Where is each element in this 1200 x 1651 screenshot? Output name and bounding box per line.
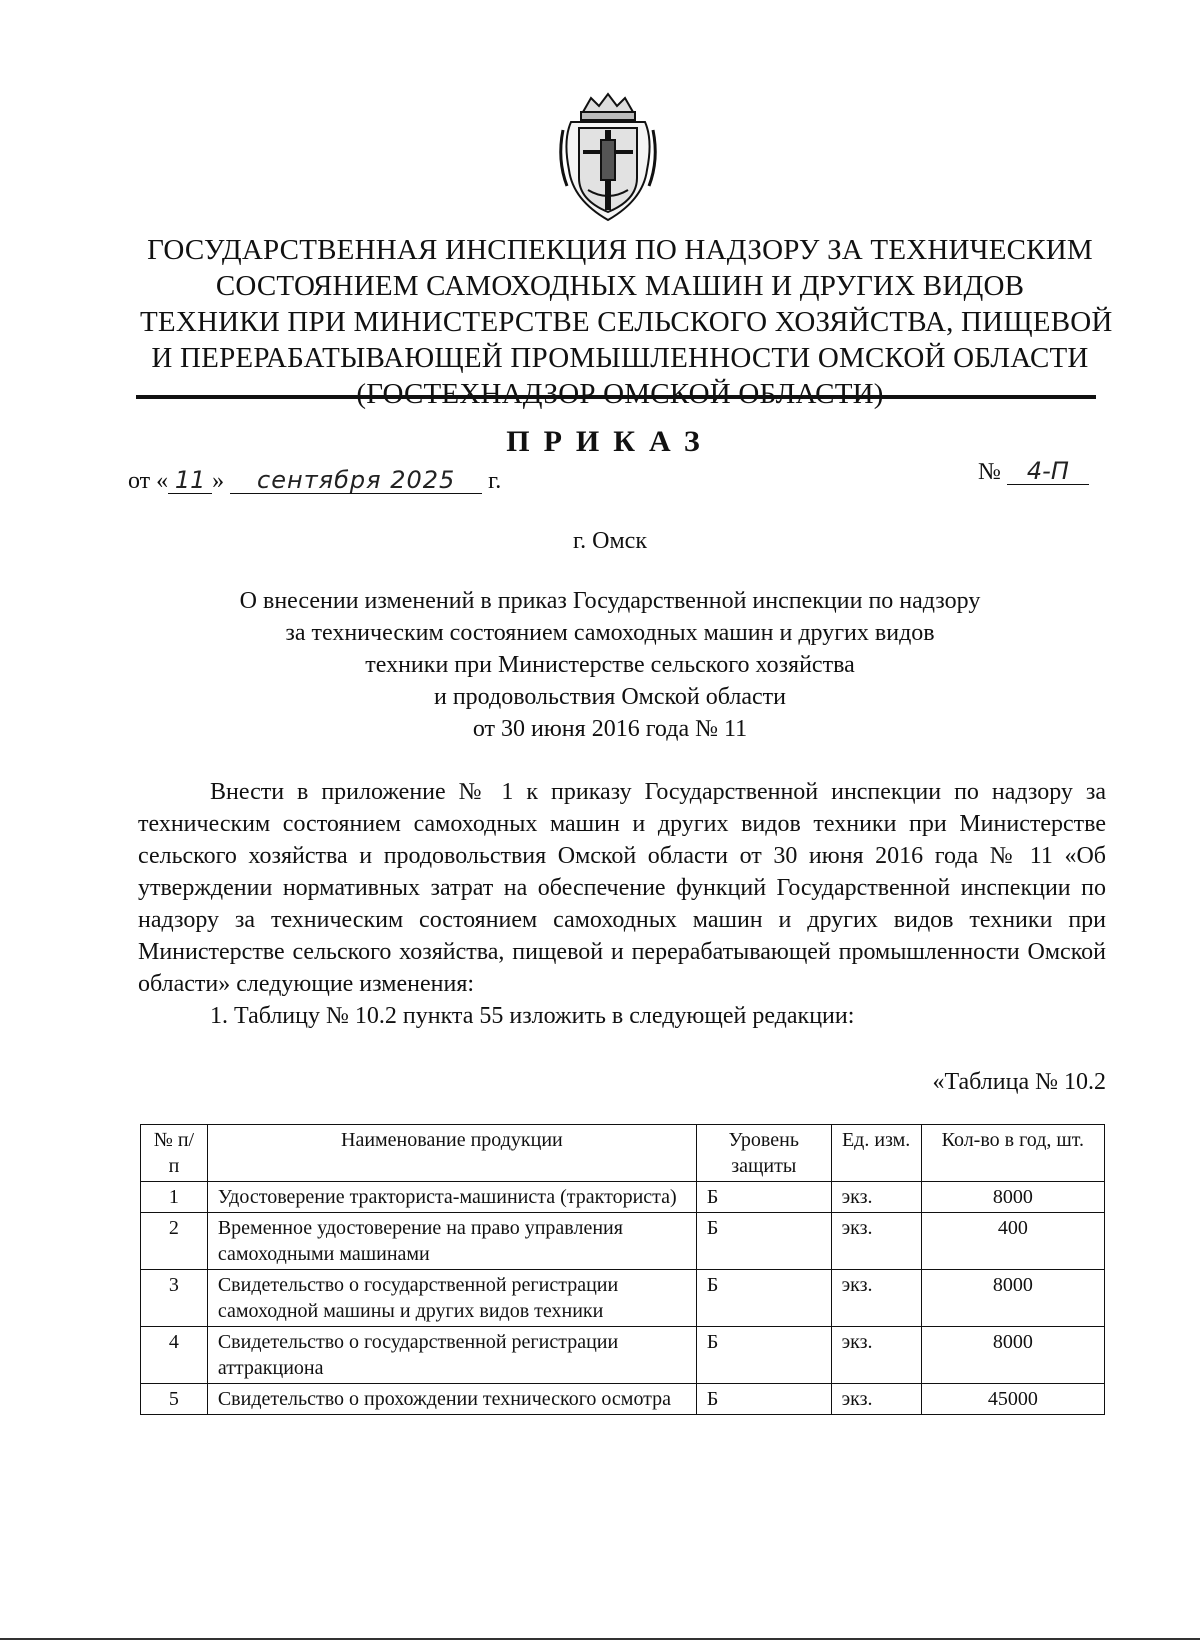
organization-name [140, 232, 1113, 412]
cell-name: Удостоверение тракториста-машиниста (тракториста) [207, 1182, 696, 1213]
cell-qty: 45000 [921, 1384, 1104, 1415]
cell-unit: экз. [831, 1327, 921, 1384]
table-row [141, 1213, 1105, 1270]
handwritten-day: 11 [168, 467, 212, 494]
date-mid: » [212, 468, 231, 494]
cell-qty: 400 [921, 1213, 1104, 1270]
cell-num: 5 [141, 1384, 208, 1415]
table-row [141, 1384, 1105, 1415]
subject-line: за техническим состоянием самоходных машин и других видов [285, 620, 935, 646]
cell-level: Б [696, 1327, 831, 1384]
cell-qty: 8000 [921, 1327, 1104, 1384]
org-line: СОСТОЯНИЕМ САМОХОДНЫХ МАШИН И ДРУГИХ ВИДОВ [215, 270, 1025, 302]
cell-num: 3 [141, 1270, 208, 1327]
header-qty: Кол-во в год, шт. [921, 1125, 1104, 1182]
cell-level: Б [696, 1213, 831, 1270]
order-body [138, 776, 1106, 1032]
header-level: Уровень защиты [696, 1125, 831, 1182]
subject-line: и продовольствия Омской области [433, 684, 787, 710]
org-line: ТЕХНИКИ ПРИ МИНИСТЕРСТВЕ СЕЛЬСКОГО ХОЗЯЙСТВА, ПИЩЕВОЙ [140, 306, 1113, 338]
table-caption: «Таблица № 10.2 [932, 1069, 1106, 1095]
order-number [978, 458, 1089, 486]
order-date [128, 467, 501, 495]
cell-qty: 8000 [921, 1270, 1104, 1327]
org-line: (ГОСТЕХНАДЗОР ОМСКОЙ ОБЛАСТИ) [356, 378, 884, 410]
table-row [141, 1270, 1105, 1327]
handwritten-number: 4-П [1007, 458, 1089, 485]
products-table [140, 1124, 1105, 1415]
cell-name: Временное удостоверение на право управления самоходными машинами [207, 1213, 696, 1270]
header-divider [136, 395, 1096, 399]
cell-unit: экз. [831, 1270, 921, 1327]
subject-line: О внесении изменений в приказ Государственной инспекции по надзору [239, 588, 981, 614]
cell-name: Свидетельство о государственной регистрации самоходной машины и других видов техники [207, 1270, 696, 1327]
cell-name: Свидетельство о государственной регистрации аттракциона [207, 1327, 696, 1384]
cell-qty: 8000 [921, 1182, 1104, 1213]
cell-level: Б [696, 1270, 831, 1327]
date-suffix: г. [482, 468, 502, 494]
subject-line: от 30 июня 2016 года № 11 [472, 716, 748, 742]
header-name: Наименование продукции [207, 1125, 696, 1182]
cell-level: Б [696, 1182, 831, 1213]
cell-unit: экз. [831, 1182, 921, 1213]
omsk-coat-of-arms-icon [553, 90, 663, 225]
cell-num: 2 [141, 1213, 208, 1270]
number-prefix: № [978, 459, 1007, 485]
org-line: ГОСУДАРСТВЕННАЯ ИНСПЕКЦИЯ ПО НАДЗОРУ ЗА ТЕХНИЧЕСКИМ [147, 234, 1093, 266]
date-prefix: от « [128, 468, 169, 494]
scan-edge-line [0, 1638, 1200, 1640]
org-line: И ПЕРЕРАБАТЫВАЮЩЕЙ ПРОМЫШЛЕННОСТИ ОМСКОЙ ОБЛАСТИ [151, 342, 1089, 374]
order-subject [150, 585, 1070, 745]
cell-num: 4 [141, 1327, 208, 1384]
subject-line: техники при Министерстве сельского хозяйства [365, 652, 855, 678]
header-unit: Ед. изм. [831, 1125, 921, 1182]
cell-name: Свидетельство о прохождении технического осмотра [207, 1384, 696, 1415]
handwritten-month-year: сентября 2025 [230, 467, 482, 494]
body-paragraph: Внести в приложение № 1 к приказу Государственной инспекции по надзору за техническим состоянием самоходных машин и других видов техники при Министерстве сельского хозяйства и продовольствия Омской области от 30 июня 2016 года № 11 «Об утверждении нормативных затрат на обеспечение функций Государственной инспекции по надзору за техническим состоянием самоходных машин и других видов техники при Министерстве сельского хозяйства, пищевой и перерабатывающей промышленности Омской области» следующие изменения: [138, 779, 1106, 997]
body-item-1: 1. Таблицу № 10.2 пункта 55 изложить в следующей редакции: [210, 1003, 855, 1029]
header-num: № п/п [141, 1125, 208, 1182]
cell-unit: экз. [831, 1213, 921, 1270]
cell-num: 1 [141, 1182, 208, 1213]
table-header-row [141, 1125, 1105, 1182]
cell-unit: экз. [831, 1384, 921, 1415]
table-row [141, 1182, 1105, 1213]
table-row [141, 1327, 1105, 1384]
cell-level: Б [696, 1384, 831, 1415]
document-title: ПРИКАЗ [506, 425, 714, 458]
city: г. Омск [573, 528, 647, 554]
